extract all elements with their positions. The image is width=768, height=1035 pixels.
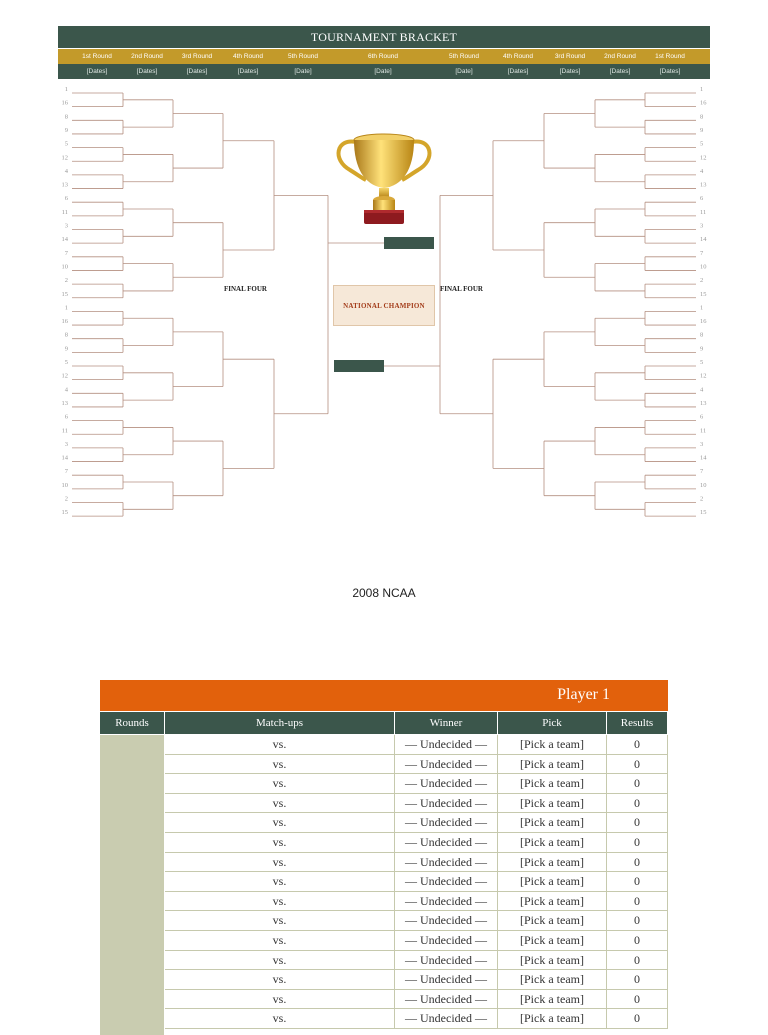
pick-cell[interactable]: [Pick a team] (498, 853, 607, 873)
result-cell: 0 (607, 794, 668, 814)
round-label: 4th Round (503, 53, 533, 60)
matchup-cell: vs. (165, 755, 395, 775)
winner-cell: — Undecided — (395, 911, 498, 931)
round-date: [Date] (294, 68, 312, 75)
table-row (165, 794, 668, 814)
national-champion-label: NATIONAL CHAMPION (343, 301, 425, 310)
round-date: [Dates] (609, 68, 631, 75)
seed-number: 2 (64, 277, 68, 285)
final-four-right-label: FINAL FOUR (440, 285, 483, 293)
seed-number: 12 (61, 372, 68, 380)
matchup-cell: vs. (165, 951, 395, 971)
seed-number: 5 (64, 140, 68, 148)
round-label: 5th Round (288, 53, 318, 60)
winner-cell: — Undecided — (395, 892, 498, 912)
result-cell: 0 (607, 970, 668, 990)
player-header (100, 680, 668, 711)
result-cell: 0 (607, 1009, 668, 1029)
result-cell: 0 (607, 774, 668, 794)
winner-cell: — Undecided — (395, 833, 498, 853)
national-champion-box[interactable] (333, 285, 435, 326)
seed-number: 5 (700, 359, 704, 366)
pick-cell[interactable]: [Pick a team] (498, 911, 607, 931)
player-name: Player 1 (557, 686, 610, 703)
seed-number: 1 (64, 304, 68, 312)
seed-number: 14 (61, 454, 68, 462)
round-label: 4th Round (233, 53, 263, 60)
seed-number: 13 (700, 399, 707, 407)
seed-number: 7 (64, 249, 68, 257)
seed-number: 3 (700, 222, 704, 230)
winner-cell: — Undecided — (395, 774, 498, 794)
seed-number: 10 (61, 481, 68, 489)
seed-number: 5 (64, 359, 68, 366)
table-header (100, 712, 668, 734)
seed-number: 10 (700, 263, 707, 271)
seed-number: 6 (64, 413, 68, 421)
final-four-left-label: FINAL FOUR (224, 285, 267, 293)
result-cell: 0 (607, 911, 668, 931)
seed-number: 11 (61, 427, 68, 435)
winner-cell: — Undecided — (395, 813, 498, 833)
seed-number: 4 (700, 386, 704, 394)
seed-number: 7 (64, 468, 68, 476)
seed-number: 4 (64, 386, 68, 394)
seed-number: 12 (700, 372, 707, 380)
seed-number: 7 (700, 468, 704, 476)
table-row (165, 755, 668, 775)
column-header: Rounds (100, 712, 165, 734)
table-row (165, 833, 668, 853)
seed-number: 3 (64, 222, 68, 230)
table-row (165, 1009, 668, 1029)
matchup-cell: vs. (165, 990, 395, 1010)
column-header: Match-ups (165, 712, 395, 734)
seed-number: 12 (700, 154, 707, 162)
seed-number: 8 (64, 331, 68, 339)
winner-cell: — Undecided — (395, 794, 498, 814)
round-date: [Date] (455, 68, 473, 75)
seed-number: 3 (64, 440, 68, 448)
seed-number: 3 (700, 440, 704, 448)
round-label: 2nd Round (604, 53, 636, 60)
seed-number: 8 (64, 113, 68, 121)
round-date: [Dates] (507, 68, 529, 75)
round-date: [Date] (374, 68, 392, 75)
pick-cell[interactable]: [Pick a team] (498, 892, 607, 912)
seed-number: 1 (64, 86, 68, 93)
seed-number: 6 (700, 413, 704, 421)
seed-number: 9 (64, 126, 68, 134)
seed-number: 15 (61, 290, 68, 298)
round-label: 1st Round (82, 53, 112, 60)
winner-cell: — Undecided — (395, 1009, 498, 1029)
result-cell: 0 (607, 931, 668, 951)
round-date: [Dates] (237, 68, 259, 75)
matchup-cell: vs. (165, 735, 395, 755)
seed-number: 4 (700, 167, 704, 175)
seed-number: 5 (700, 140, 704, 148)
round-label: 3rd Round (181, 53, 213, 60)
result-cell: 0 (607, 872, 668, 892)
matchup-cell: vs. (165, 892, 395, 912)
seed-number: 16 (700, 99, 707, 107)
pick-cell[interactable]: [Pick a team] (498, 794, 607, 814)
result-cell: 0 (607, 990, 668, 1010)
pick-cell[interactable]: [Pick a team] (498, 813, 607, 833)
matchup-cell: vs. (165, 853, 395, 873)
seed-number: 10 (700, 481, 707, 489)
seed-number: 1 (700, 304, 704, 312)
column-header: Pick (498, 712, 607, 734)
table-row (165, 990, 668, 1010)
result-cell: 0 (607, 813, 668, 833)
result-cell: 0 (607, 755, 668, 775)
trophy-icon (328, 130, 440, 230)
column-header: Winner (395, 712, 498, 734)
pick-cell[interactable]: [Pick a team] (498, 755, 607, 775)
column-header: Results (607, 712, 668, 734)
pick-cell[interactable]: [Pick a team] (498, 990, 607, 1010)
table-row (165, 813, 668, 833)
seed-number: 11 (700, 427, 707, 435)
seed-number: 15 (61, 509, 68, 517)
seed-number: 2 (700, 277, 704, 285)
seed-number: 6 (64, 195, 68, 203)
result-cell: 0 (607, 951, 668, 971)
pick-cell[interactable]: [Pick a team] (498, 951, 607, 971)
matchup-cell: vs. (165, 794, 395, 814)
winner-cell: — Undecided — (395, 755, 498, 775)
pick-cell[interactable]: [Pick a team] (498, 931, 607, 951)
seed-number: 7 (700, 249, 704, 257)
matchup-cell: vs. (165, 970, 395, 990)
round-date: [Dates] (559, 68, 581, 75)
seed-number: 10 (61, 263, 68, 271)
seed-number: 14 (700, 236, 707, 244)
pick-cell[interactable]: [Pick a team] (498, 970, 607, 990)
matchup-cell: vs. (165, 774, 395, 794)
final-slot-bottom[interactable] (334, 360, 384, 372)
winner-cell: — Undecided — (395, 853, 498, 873)
result-cell: 0 (607, 735, 668, 755)
round-date: [Dates] (136, 68, 158, 75)
seed-number: 11 (700, 208, 707, 216)
seed-number: 6 (700, 195, 704, 203)
matchup-cell: vs. (165, 813, 395, 833)
matchup-cell: vs. (165, 931, 395, 951)
round-date: [Dates] (86, 68, 108, 75)
winner-cell: — Undecided — (395, 735, 498, 755)
seed-number: 13 (61, 399, 68, 407)
round-date: [Dates] (186, 68, 208, 75)
final-slot-top[interactable] (384, 237, 434, 249)
seed-number: 14 (700, 454, 707, 462)
seed-number: 9 (700, 126, 704, 134)
winner-cell: — Undecided — (395, 970, 498, 990)
seed-number: 2 (700, 495, 704, 503)
round-label: 1st Round (655, 53, 685, 60)
seed-number: 8 (700, 331, 704, 339)
seed-number: 13 (61, 181, 68, 189)
round-label: 3rd Round (554, 53, 586, 60)
table-row (165, 892, 668, 912)
seed-number: 2 (64, 495, 68, 503)
round-date: [Dates] (659, 68, 681, 75)
seed-number: 13 (700, 181, 707, 189)
round-label: 5th Round (449, 53, 479, 60)
pick-cell[interactable]: [Pick a team] (498, 1009, 607, 1029)
round-label: 6th Round (368, 53, 398, 60)
seed-number: 9 (700, 345, 704, 353)
pick-cell[interactable]: [Pick a team] (498, 833, 607, 853)
result-cell: 0 (607, 892, 668, 912)
result-cell: 0 (607, 833, 668, 853)
seed-number: 12 (61, 154, 68, 162)
table-row (165, 970, 668, 990)
table-row (165, 911, 668, 931)
seed-number: 1 (700, 86, 704, 93)
bracket-title-text: TOURNAMENT BRACKET (310, 29, 458, 44)
pick-cell[interactable]: [Pick a team] (498, 872, 607, 892)
seed-number: 14 (61, 236, 68, 244)
winner-cell: — Undecided — (395, 872, 498, 892)
seed-number: 15 (700, 509, 707, 517)
table-row (165, 774, 668, 794)
winner-cell: — Undecided — (395, 951, 498, 971)
seed-number: 9 (64, 345, 68, 353)
seed-number: 11 (61, 208, 68, 216)
seed-number: 4 (64, 167, 68, 175)
pick-cell[interactable]: [Pick a team] (498, 735, 607, 755)
seed-number: 8 (700, 113, 704, 121)
winner-cell: — Undecided — (395, 931, 498, 951)
table-row (165, 735, 668, 755)
matchup-cell: vs. (165, 872, 395, 892)
seed-number: 16 (61, 99, 68, 107)
matchup-cell: vs. (165, 911, 395, 931)
table-row (165, 931, 668, 951)
winner-cell: — Undecided — (395, 990, 498, 1010)
caption: 2008 NCAA (352, 586, 416, 600)
seed-number: 16 (61, 318, 68, 326)
rounds-column (100, 735, 164, 1035)
table-row (165, 951, 668, 971)
player-picks-table (100, 712, 668, 1026)
matchup-cell: vs. (165, 833, 395, 853)
seed-number: 16 (700, 318, 707, 326)
seed-number: 15 (700, 290, 707, 298)
result-cell: 0 (607, 853, 668, 873)
round-label: 2nd Round (131, 53, 163, 60)
matchup-cell: vs. (165, 1009, 395, 1029)
pick-cell[interactable]: [Pick a team] (498, 774, 607, 794)
table-row (165, 872, 668, 892)
table-row (165, 853, 668, 873)
